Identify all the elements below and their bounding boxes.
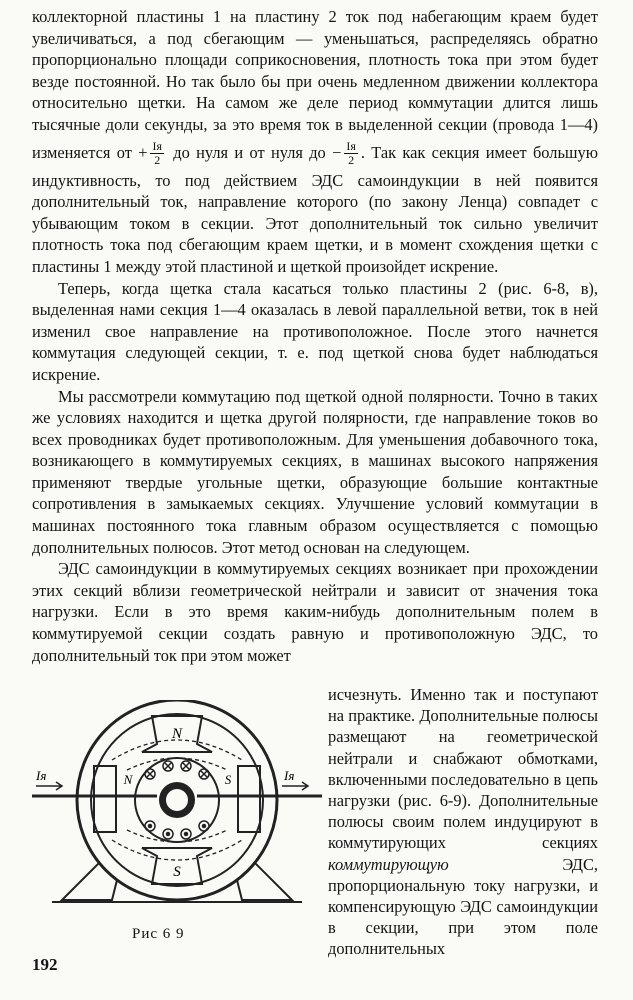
shaft xyxy=(166,789,188,811)
side-text-emphasis: коммутирующую xyxy=(328,854,449,874)
paragraph-1-text-a: коллекторной пластины 1 на пластину 2 ток под набегающим краем будет увеличиваться, а под сбегающим — уменьшаться, распределяясь обратно пропорционально площади соприкосновения, плотность тока при этом будет везде постоянной. Но так было бы при очень медленном движении коллектора относительно щетки. На самом же деле период коммутации длится лишь тысячные доли секунды, за это время ток в выделенной секции (провода 1—4) изменяется от xyxy=(32,7,598,162)
paragraph-1 xyxy=(32,6,598,278)
label-s-right: S xyxy=(224,772,232,787)
figure-caption: Рис 6 9 xyxy=(132,926,185,942)
fraction-numerator: Iя xyxy=(346,139,356,154)
paragraph-3: Мы рассмотрели коммутацию под щеткой одной полярности. Точно в таких же условиях находится и щетка другой полярности, где направление токов во всех проводниках будет противоположным. Для уменьшения добавочного тока, возникающего в коммутируемых секциях, в машинах высокого напряжения применяют твердые угольные щетки, образующие большие контактные сопротивления в замыкаемых секциях. Улучшение условий коммутации в машинах постоянного тока главным образом осуществляется с помощью дополнительных полюсов. Этот метод основан на следующем. xyxy=(32,386,598,557)
current-arrow-right xyxy=(282,782,308,790)
side-paragraph xyxy=(328,684,598,960)
paragraph-2: Теперь, когда щетка стала касаться только пластины 2 (рис. 6-8, в), выделенная нами секция 1—4 оказалась в левой параллельной ветви, ток в ней изменил свое направление на противоположное. После этого начнется коммутация следующей секции, т. е. под щеткой снова будет наблюдаться искрение. xyxy=(32,278,598,384)
fraction-minus xyxy=(344,140,358,167)
paragraph-1-text-b: . Так как секция имеет большую индуктивность, то под действием ЭДС самоиндукции в ней появится дополнительный ток, направление которого (по закону Ленца) совпадет с убывающим током в секции. Этот дополнительный ток сильно увеличит плотность тока под сбегающим краем щетки, и в момент схождения щетки с пластины 1 между этой пластиной и щеткой произойдет искрение. xyxy=(32,142,598,276)
fraction-plus xyxy=(150,140,164,167)
side-text-b: ЭДС, пропорциональную току нагрузки, и компенсирующую ЭДС самоиндукции в секции, при этом поле дополнительных xyxy=(328,854,598,959)
fraction-numerator: Iя xyxy=(152,139,162,154)
machine-diagram xyxy=(32,700,322,910)
label-n-top: N xyxy=(171,726,183,742)
fraction-denominator: 2 xyxy=(348,153,355,168)
side-column-text xyxy=(328,684,598,960)
label-n-left: N xyxy=(123,772,133,787)
fraction-denominator: 2 xyxy=(154,153,161,168)
current-arrow-left xyxy=(36,782,62,790)
main-text xyxy=(32,6,598,666)
paragraph-4: ЭДС самоиндукции в коммутируемых секциях возникает при прохождении этих секций вблизи геометрической нейтрали и зависит от значения тока нагрузки. Если в это время каким-нибудь дополнительным полем в коммутируемой секции создать равную и противоположную ЭДС, то дополнительный ток при этом может xyxy=(32,559,598,665)
label-current-left: Iя xyxy=(36,768,47,783)
side-text-a: исчезнуть. Именно так и поступают на практике. Дополнительные полюсы размещают на геометрической нейтрали и снабжают обмотками, включенными последовательно в цепь нагрузки (рис. 6-9). Дополнительные полюсы своим полем индуцируют в коммутирующих секциях xyxy=(328,685,598,853)
label-current-right: Iя xyxy=(284,768,295,783)
formula: + $\frac{Iя}{2}$ до нуля и от нуля до − $\frac{Iя}{2}$ xyxy=(138,139,356,168)
page-number: 192 xyxy=(32,955,58,974)
label-s-bottom: S xyxy=(173,864,181,880)
formula-middle: до нуля и от нуля до xyxy=(173,142,326,162)
